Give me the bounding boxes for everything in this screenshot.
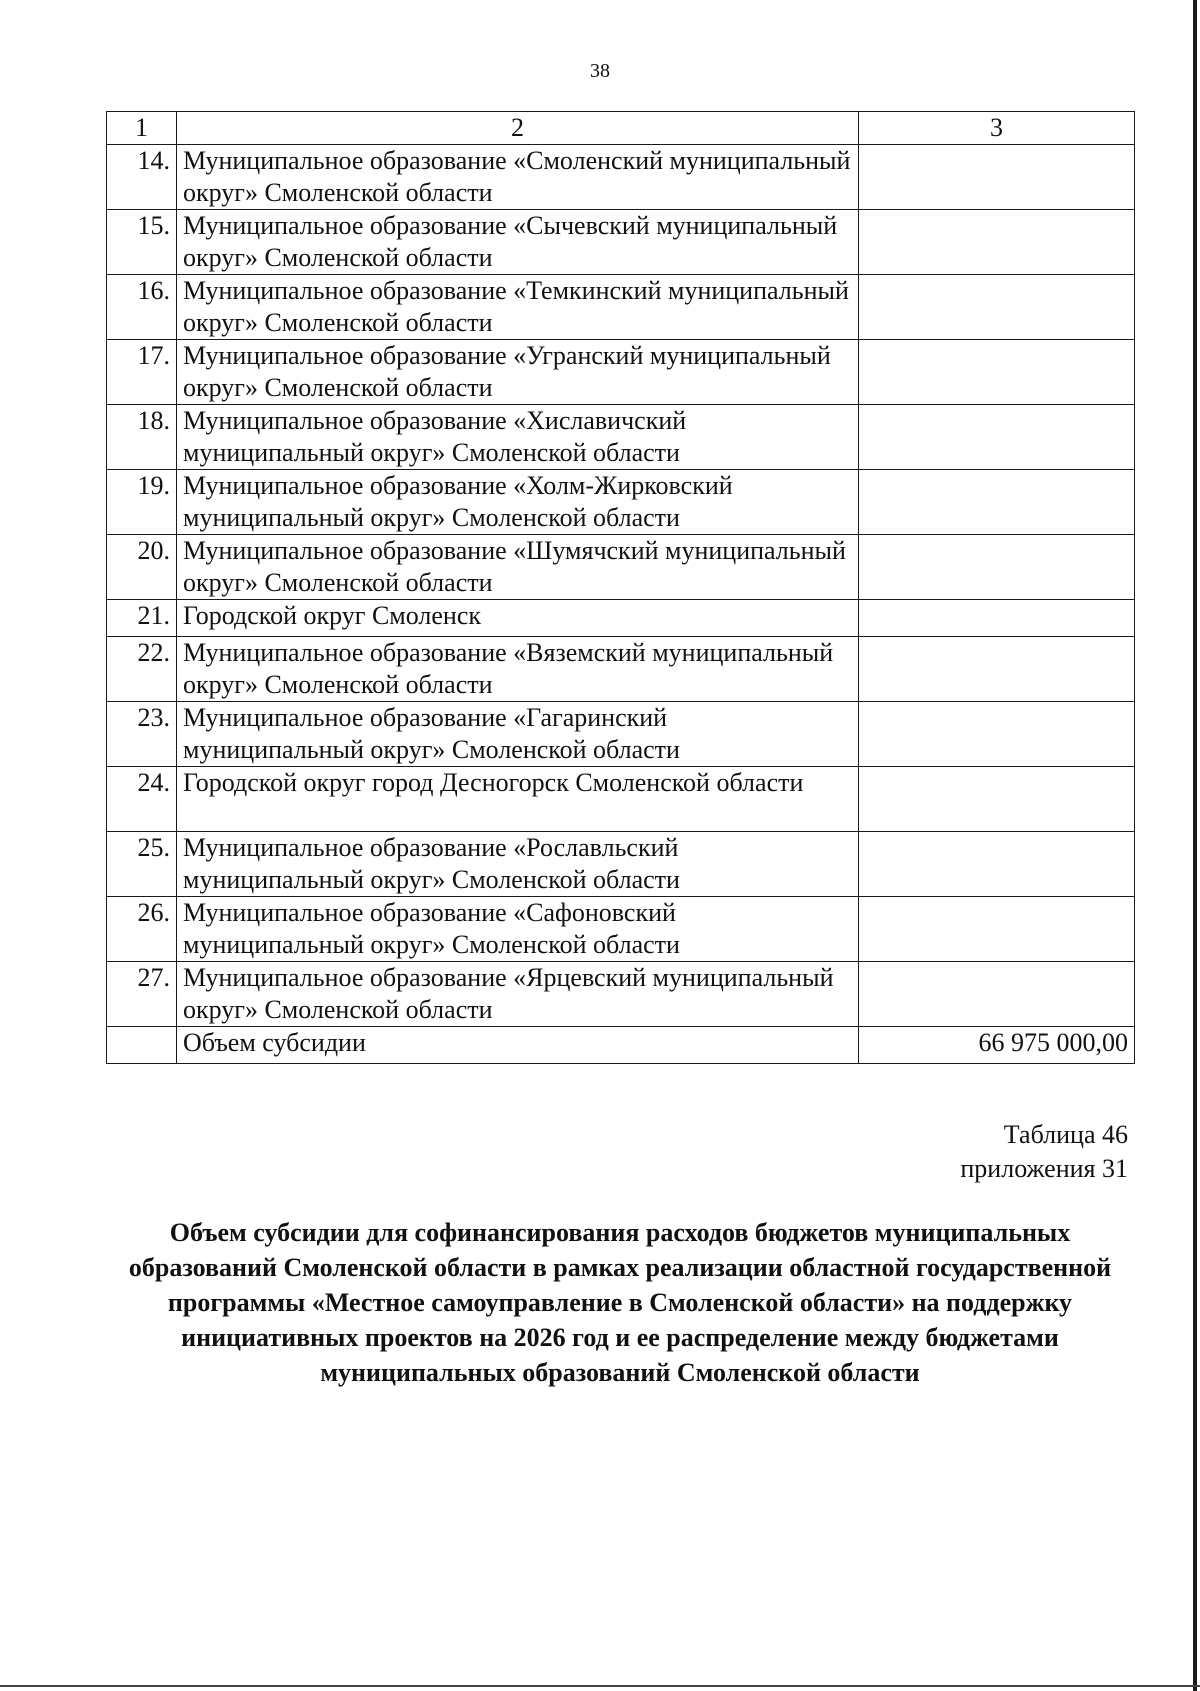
subsidy-value-cell: 66 975 000,00 bbox=[859, 1027, 1135, 1064]
row-number-cell: 14. bbox=[107, 145, 177, 210]
municipality-name-cell: Муниципальное образование «Смоленский муниципальный округ» Смоленской области bbox=[177, 145, 859, 210]
subsidy-value-cell bbox=[859, 767, 1135, 832]
column-header-name: 2 bbox=[177, 112, 859, 145]
row-number-cell: 24. bbox=[107, 767, 177, 832]
municipality-name-cell: Объем субсидии bbox=[177, 1027, 859, 1064]
row-number-cell: 22. bbox=[107, 637, 177, 702]
subsidy-value-cell bbox=[859, 535, 1135, 600]
subsidy-value-cell bbox=[859, 637, 1135, 702]
table-row bbox=[107, 145, 1135, 210]
subsidy-value-cell bbox=[859, 405, 1135, 470]
table-row bbox=[107, 897, 1135, 962]
municipality-name-cell: Муниципальное образование «Рославльский муниципальный округ» Смоленской области bbox=[177, 832, 859, 897]
row-number-cell: 23. bbox=[107, 702, 177, 767]
row-number-cell: 27. bbox=[107, 962, 177, 1027]
municipality-name-cell: Муниципальное образование «Сычевский муниципальный округ» Смоленской области bbox=[177, 210, 859, 275]
page-number: 38 bbox=[590, 60, 610, 82]
scan-bottom-line bbox=[0, 1685, 1200, 1687]
appendix-label: приложения 31 bbox=[960, 1154, 1128, 1183]
column-header-value: 3 bbox=[859, 112, 1135, 145]
row-number-cell: 18. bbox=[107, 405, 177, 470]
column-header-number: 1 bbox=[107, 112, 177, 145]
subsidy-value-cell bbox=[859, 832, 1135, 897]
row-number-cell: 15. bbox=[107, 210, 177, 275]
subsidy-value-cell bbox=[859, 470, 1135, 535]
municipality-name-cell: Муниципальное образование «Холм-Жирковский муниципальный округ» Смоленской области bbox=[177, 470, 859, 535]
subsidy-value-cell bbox=[859, 897, 1135, 962]
row-number-cell: 19. bbox=[107, 470, 177, 535]
table-row bbox=[107, 637, 1135, 702]
row-number-cell bbox=[107, 1027, 177, 1064]
total-row bbox=[107, 1027, 1135, 1064]
table-row bbox=[107, 767, 1135, 832]
row-number-cell: 17. bbox=[107, 340, 177, 405]
municipality-name-cell: Городской округ город Десногорск Смоленской области bbox=[177, 767, 859, 832]
subsidy-value-cell bbox=[859, 145, 1135, 210]
subsidy-value-cell bbox=[859, 275, 1135, 340]
table-row bbox=[107, 962, 1135, 1027]
table-row bbox=[107, 832, 1135, 897]
table-row bbox=[107, 405, 1135, 470]
table-header-row bbox=[107, 112, 1135, 145]
municipality-name-cell: Муниципальное образование «Ярцевский муниципальный округ» Смоленской области bbox=[177, 962, 859, 1027]
municipality-name-cell: Муниципальное образование «Хиславичский муниципальный округ» Смоленской области bbox=[177, 405, 859, 470]
row-number-cell: 20. bbox=[107, 535, 177, 600]
municipality-name-cell: Муниципальное образование «Вяземский муниципальный округ» Смоленской области bbox=[177, 637, 859, 702]
municipality-name-cell: Муниципальное образование «Темкинский муниципальный округ» Смоленской области bbox=[177, 275, 859, 340]
table-body bbox=[107, 145, 1135, 1064]
row-number-cell: 21. bbox=[107, 600, 177, 637]
municipality-name-cell: Муниципальное образование «Сафоновский муниципальный округ» Смоленской области bbox=[177, 897, 859, 962]
table-row bbox=[107, 340, 1135, 405]
row-number-cell: 16. bbox=[107, 275, 177, 340]
table-reference bbox=[960, 1118, 1128, 1186]
subsidy-value-cell bbox=[859, 210, 1135, 275]
document-title: Объем субсидии для софинансирования расходов бюджетов муниципальных образований Смоленской области в рамках реализации областной государственной программы «Местное самоуправление в Смоленской области» на поддержку инициативных проектов на 2026 год и ее распределение между бюджетами муниципальных образований Смоленской области bbox=[128, 1218, 1112, 1387]
row-number-cell: 26. bbox=[107, 897, 177, 962]
table-number-label: Таблица 46 bbox=[1003, 1120, 1128, 1149]
scan-edge-line bbox=[1193, 0, 1197, 1691]
table-row bbox=[107, 535, 1135, 600]
subsidy-value-cell bbox=[859, 962, 1135, 1027]
subsidy-value-cell bbox=[859, 702, 1135, 767]
subsidy-value-cell bbox=[859, 340, 1135, 405]
municipality-name-cell: Муниципальное образование «Шумячский муниципальный округ» Смоленской области bbox=[177, 535, 859, 600]
municipality-name-cell: Муниципальное образование «Угранский муниципальный округ» Смоленской области bbox=[177, 340, 859, 405]
table-row bbox=[107, 275, 1135, 340]
municipality-name-cell: Городской округ Смоленск bbox=[177, 600, 859, 637]
subsidy-distribution-table bbox=[106, 111, 1135, 1064]
table-row bbox=[107, 600, 1135, 637]
subsidy-value-cell bbox=[859, 600, 1135, 637]
municipality-name-cell: Муниципальное образование «Гагаринский муниципальный округ» Смоленской области bbox=[177, 702, 859, 767]
table-row bbox=[107, 470, 1135, 535]
table-row bbox=[107, 210, 1135, 275]
row-number-cell: 25. bbox=[107, 832, 177, 897]
table-row bbox=[107, 702, 1135, 767]
